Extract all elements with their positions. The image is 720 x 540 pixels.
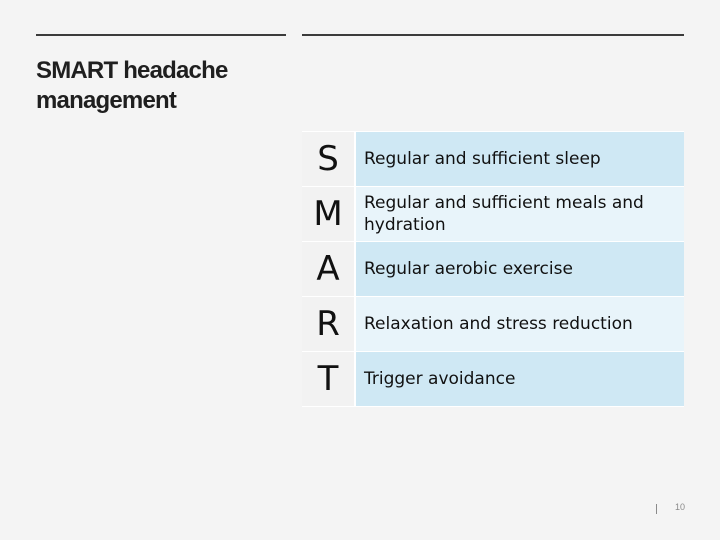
smart-letter: A xyxy=(302,242,356,296)
smart-row-a xyxy=(302,242,684,297)
smart-letter: M xyxy=(302,187,356,241)
header-rule-left xyxy=(36,34,286,36)
slide-title: SMART headache management xyxy=(36,57,228,114)
smart-description: Regular and sufficient sleep xyxy=(356,132,684,186)
smart-row-m xyxy=(302,187,684,242)
page-number: 10 xyxy=(675,502,686,512)
smart-description: Relaxation and stress reduction xyxy=(356,297,684,351)
smart-description: Regular aerobic exercise xyxy=(356,242,684,296)
smart-description: Regular and sufficient meals and hydration xyxy=(356,187,684,241)
smart-description: Trigger avoidance xyxy=(356,352,684,406)
smart-table xyxy=(302,131,684,407)
smart-letter: R xyxy=(302,297,356,351)
smart-row-t xyxy=(302,352,684,407)
smart-row-s xyxy=(302,132,684,187)
smart-letter: T xyxy=(302,352,356,406)
smart-row-r xyxy=(302,297,684,352)
footer-divider xyxy=(656,504,657,514)
smart-letter: S xyxy=(302,132,356,186)
header-rule-right xyxy=(302,34,684,36)
